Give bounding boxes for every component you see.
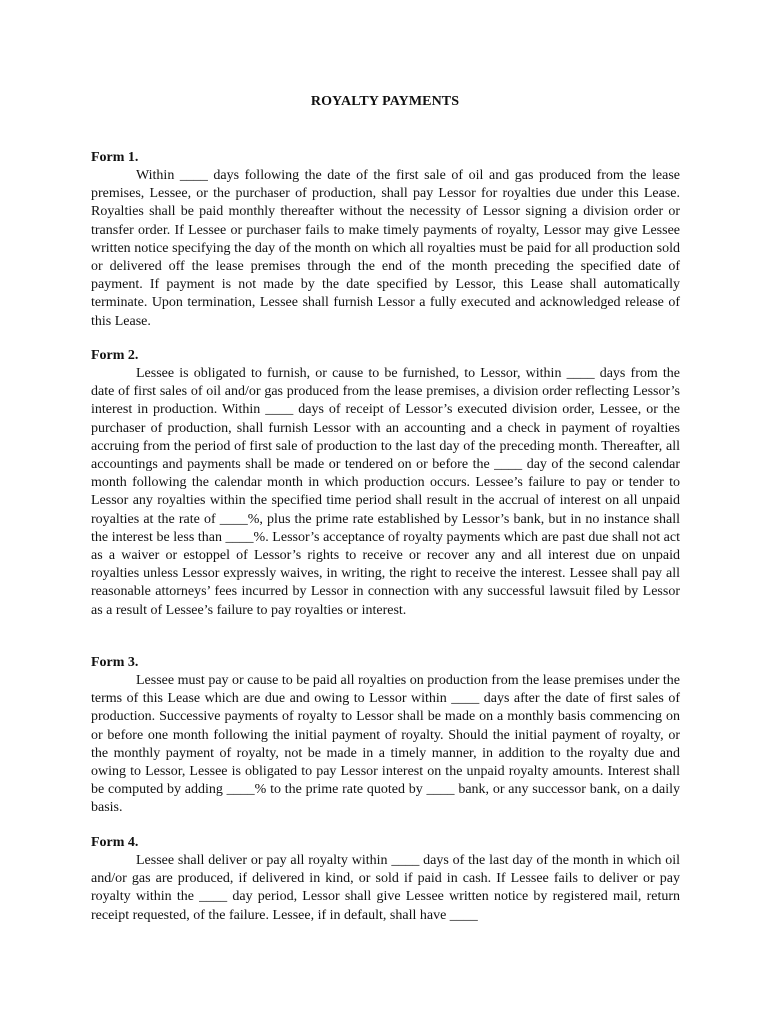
form-3-text: Lessee must pay or cause to be paid all royalties on production from the lease premises under the terms of this Lease which are due and owing to Lessor within ____ days after the date of first sales of production. Successive payments of royalty to Lessor shall be made on a monthly basis commencing on or before one month following the initial payment of royalty. Should the initial payment of royalty, or the monthly payment of royalty, not be made in a timely manner, in addition to the royalty due and owing to Lessor, Lessee is obligated to pay Lessor interest on the unpaid royalty amounts. Interest shall be computed by adding ____% to the prime rate quoted by ____ bank, or any successor bank, on a daily basis.	[91, 673, 680, 816]
document-title: ROYALTY PAYMENTS	[310, 94, 460, 109]
form-4-section	[91, 834, 680, 925]
form-4-text: Lessee shall deliver or pay all royalty within ____ days of the last day of the month in which oil and/or gas are produced, if delivered in kind, or sold if paid in cash. If Lessee fails to deliver or pay royalty within the ____ day period, Lessor shall give Lessee written notice by registered mail, return receipt requested, of the failure. Lessee, if in default, shall have ____	[91, 853, 680, 923]
form-2-section	[91, 347, 680, 620]
form-1-section	[91, 149, 680, 331]
form-2-text: Lessee is obligated to furnish, or cause to be furnished, to Lessor, within ____ days from the date of first sales of oil and/or gas produced from the lease premises, a division order reflecting Lessor’s interest in production. Within ____ days of receipt of Lessor’s executed division order, Lessee, or the purchaser of production, shall furnish Lessor with an accounting and a check in payment of royalties accruing from the period of first sale of production to the last day of the preceding month. Thereafter, all accountings and payments shall be made or tendered on or before the ____ day of the second calendar month following the calendar month in which production occurs. Lessee’s failure to pay or tender to Lessor any royalties within the specified time period shall result in the accrual of interest on all unpaid royalties at the rate of ____%, plus the prime rate established by Lessor’s bank, but in no instance shall the interest be less than ____%. Lessor’s acceptance of royalty payments which are past due shall not act as a waiver or estoppel of Lessor’s rights to receive or recover any and all interest due on unpaid royalties unless Lessor expressly waives, in writing, the right to receive the interest. Lessee shall pay all reasonable attorneys’ fees incurred by Lessor in connection with any successful lawsuit filed by Lessor as a result of Lessee’s failure to pay royalties or interest.	[91, 366, 680, 618]
form-3-section	[91, 654, 680, 818]
form-1-text: Within ____ days following the date of the first sale of oil and gas produced from the lease premises, Lessee, or the purchaser of production, shall pay Lessor for royalties due under this Lease. Royalties shall be paid monthly thereafter without the necessity of Lessor signing a division order or transfer order. If Lessee or purchaser fails to make timely payments of royalty, Lessor may give Lessee written notice specifying the day of the month on which all royalties must be paid for all production sold or delivered off the lease premises through the end of the month preceding the specified date of payment. If payment is not made by the date specified by Lessor, this Lease shall automatically terminate. Upon termination, Lessee shall furnish Lessor a fully executed and acknowledged release of this Lease.	[91, 168, 680, 329]
form-2-heading: Form 2.	[91, 348, 139, 363]
form-3-heading: Form 3.	[91, 655, 139, 670]
form-1-heading: Form 1.	[91, 150, 139, 165]
form-4-heading: Form 4.	[91, 835, 139, 850]
